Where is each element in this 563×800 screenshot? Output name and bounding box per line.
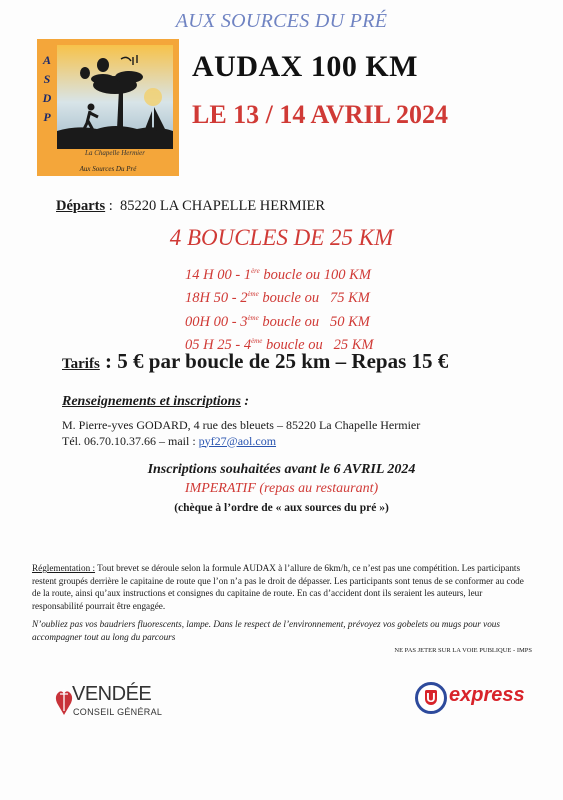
info-heading — [62, 394, 249, 410]
schedule-row — [185, 262, 374, 285]
logo-letters — [41, 51, 53, 127]
contact-address: M. Pierre-yves GODARD, 4 rue des bleuets – 85220 La Chapelle Hermier — [62, 418, 421, 432]
schedule-distance: boucle ou 100 KM — [263, 266, 371, 283]
club-logo — [37, 39, 179, 176]
departure-label: Départs — [56, 198, 106, 214]
schedule-row — [185, 309, 374, 332]
loop-ordinal-suffix: ère — [251, 267, 260, 275]
schedule-time: 05 H 25 - — [185, 336, 241, 353]
regulations-paragraph — [32, 562, 534, 612]
loop-ordinal-suffix: ème — [247, 313, 259, 322]
schedule-time: 00H 00 - — [185, 313, 237, 330]
litter-notice: NE PAS JETER SUR LA VOIE PUBLIQUE - IMPS — [394, 647, 532, 654]
logo-caption-club: Aux Sources Du Pré — [79, 165, 137, 173]
event-date: LE 13 / 14 AVRIL 2024 — [192, 100, 448, 129]
u-letter: U — [426, 690, 436, 705]
pricing-label: Tarifs — [62, 356, 100, 372]
contact-phone: Tél. 06.70.10.37.66 – mail : — [62, 433, 199, 448]
loop-number: 1 — [243, 266, 252, 283]
organization-title: AUX SOURCES DU PRÉ — [175, 10, 388, 32]
vendee-subtitle: CONSEIL GÉNÉRAL — [73, 707, 163, 717]
logo-illustration — [57, 45, 173, 149]
contact-phone-line — [62, 434, 420, 450]
contact-email-link[interactable]: pyf27@aol.com — [198, 433, 277, 448]
info-heading-separator: : — [240, 394, 250, 409]
logo-caption: La Chapelle Hermier — [85, 149, 145, 157]
schedule-row — [185, 285, 374, 308]
schedule-list — [185, 262, 374, 355]
loop-ordinal-suffix: ème — [251, 336, 263, 345]
contact-block — [62, 418, 420, 449]
info-heading-label: Renseignements et inscriptions — [62, 394, 241, 409]
logo-scene — [57, 45, 173, 149]
pricing-text: : 5 € par boucle de 25 km – Repas 15 € — [99, 349, 449, 373]
express-wordmark: express — [449, 684, 525, 706]
logo-letter: P — [43, 110, 51, 124]
schedule-time: 18H 50 - — [185, 290, 237, 307]
vendee-logo — [55, 683, 165, 723]
departure-place: 85220 LA CHAPELLE HERMIER — [120, 198, 326, 214]
equipment-reminder: N’oubliez pas vos baudriers fluorescents, lampe. Dans le respect de l’environnement, prévoyez vos gobelets ou mugs pour vous accompagner tout au long du parcours — [32, 619, 500, 642]
loop-ordinal-suffix: ème — [247, 290, 259, 299]
u-express-logo — [415, 680, 525, 720]
departure-separator: : — [105, 198, 113, 214]
departure-line — [56, 198, 325, 215]
pricing-line — [62, 349, 448, 374]
registration-deadline: Inscriptions souhaitées avant le 6 AVRIL 2024 — [147, 462, 416, 477]
regulations-label: Réglementation : — [32, 563, 96, 573]
logo-letter: D — [42, 91, 52, 105]
loop-number: 4 — [243, 336, 252, 353]
logo-letter: A — [42, 53, 51, 67]
loop-number: 3 — [240, 313, 248, 330]
schedule-distance: boucle ou 50 KM — [262, 313, 370, 330]
schedule-time: 14 H 00 - — [185, 266, 241, 283]
mandatory-note: IMPERATIF (repas au restaurant) — [184, 481, 379, 496]
vendee-name: VENDÉE — [72, 683, 152, 705]
vendee-heart-icon — [55, 685, 73, 717]
cheque-note: (chèque à l’ordre de « aux sources du pré ») — [174, 502, 389, 514]
schedule-distance: boucle ou 25 KM — [265, 336, 374, 353]
u-badge-icon — [415, 682, 447, 714]
logo-letter: S — [43, 72, 51, 86]
loops-heading: 4 BOUCLES DE 25 KM — [169, 225, 394, 250]
event-title: AUDAX 100 KM — [192, 50, 418, 83]
schedule-distance: boucle ou 75 KM — [262, 290, 370, 307]
regulations-text: Tout brevet se déroule selon la formule AUDAX à l’allure de 6km/h, ce n’est pas une compétition. Les participants restent groupés derrière le capitaine de route que l’on n’a pas le droit de dépasser. Les participants sont tenus de se conformer au code de la route, ainsi qu’aux instructions et consignes du capitaine de route. En cas d’accident dont ils seraient les auteurs, leur responsabilité pourrait être engagée. — [32, 563, 524, 611]
loop-number: 2 — [240, 290, 248, 307]
